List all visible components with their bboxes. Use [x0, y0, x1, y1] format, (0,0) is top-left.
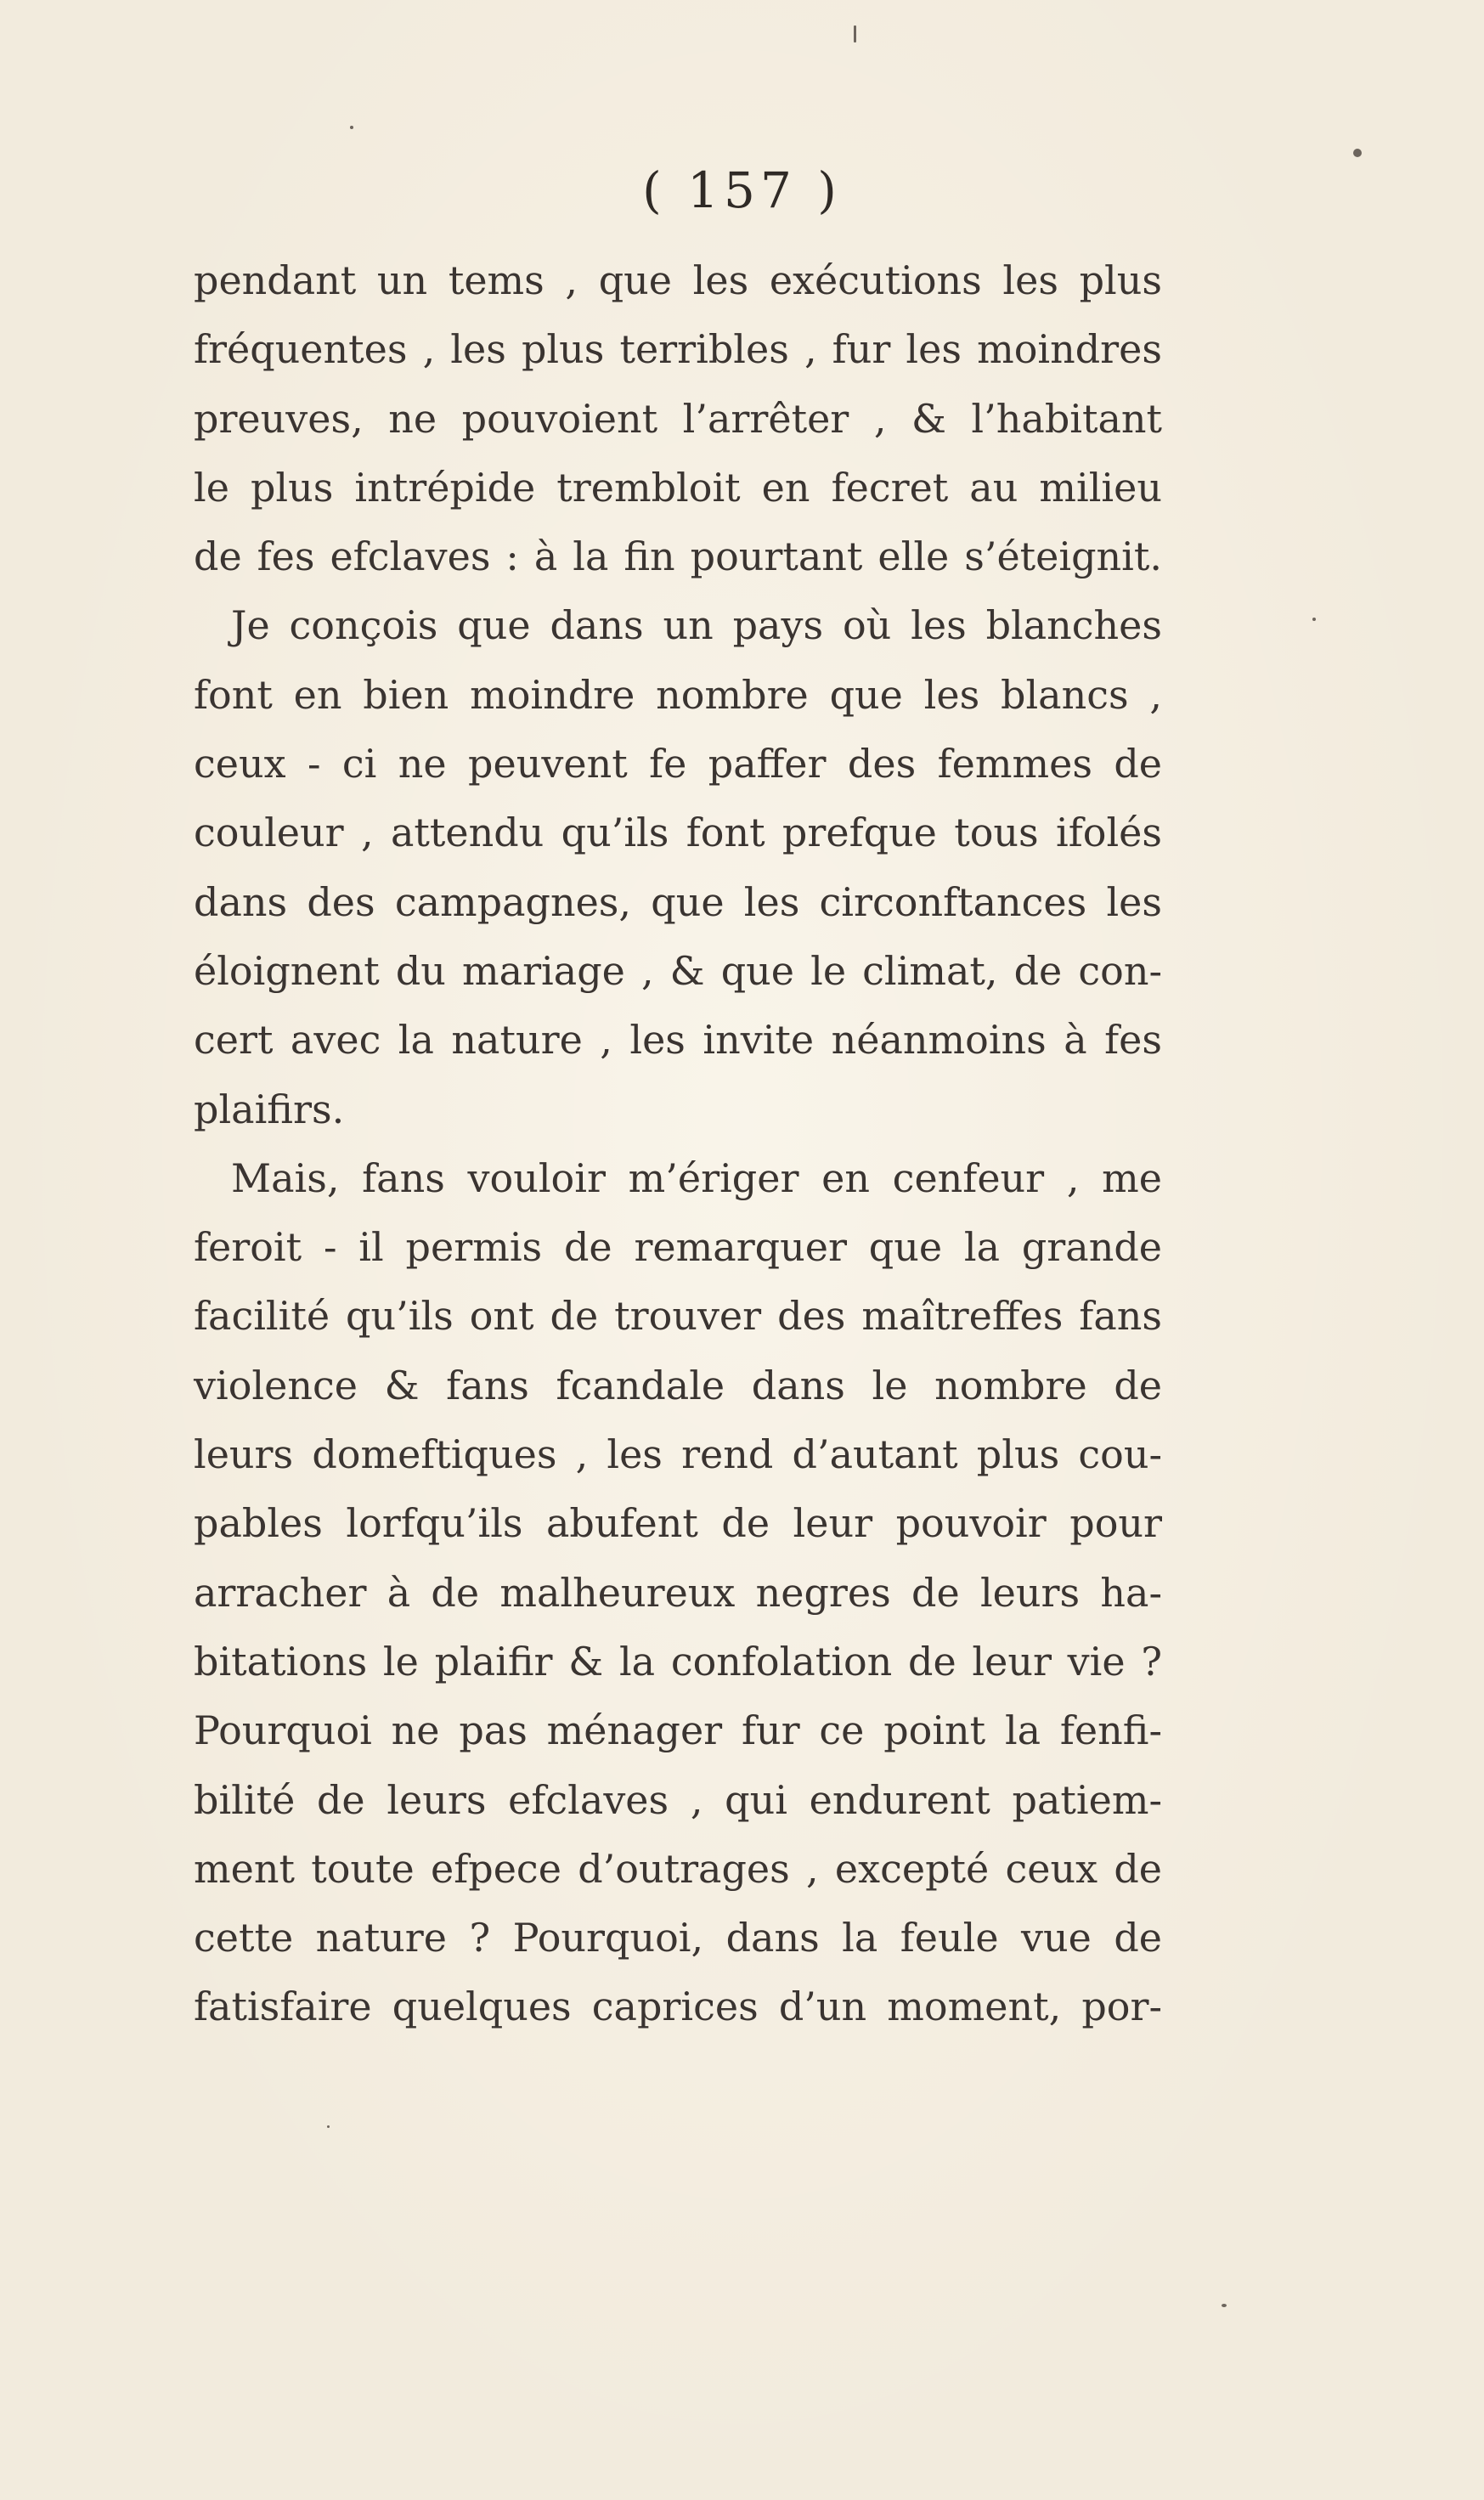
paper-speck	[1312, 618, 1316, 621]
text-line: bitations le plaifir & la confolation de leur vie ?	[194, 1638, 1162, 1685]
text-line: plaifirs.	[194, 1086, 345, 1132]
text-line: leurs domeftiques , les rend d’autant plus cou-	[194, 1431, 1162, 1478]
text-line: feroit - il permis de remarquer que la grande	[194, 1224, 1162, 1271]
text-line: de fes efclaves : à la fin pourtant elle s’éteignit.	[194, 533, 1162, 580]
text-line: arracher à de malheureux negres de leurs ha-	[194, 1569, 1162, 1616]
paper-speck	[1353, 149, 1362, 157]
text-line: pendant un tems , que les exécutions les plus	[194, 257, 1162, 303]
text-line: ceux - ci ne peuvent fe paffer des femmes de	[194, 741, 1162, 787]
text-line: dans des campagnes, que les circonftances les	[194, 878, 1162, 925]
text-line: font en bien moindre nombre que les blancs ,	[194, 671, 1162, 718]
text-line: preuves, ne pouvoient l’arrêter , & l’habitant	[194, 395, 1162, 442]
text-line: cette nature ? Pourquoi, dans la feule vue de	[194, 1915, 1162, 1961]
text-line: facilité qu’ils ont de trouver des maîtreffes fans	[194, 1293, 1162, 1340]
body-text	[194, 246, 1162, 2042]
paper-speck	[854, 25, 856, 42]
paper-speck	[327, 2125, 330, 2128]
text-line: éloignent du mariage , & que le climat, de con-	[194, 947, 1162, 994]
text-line: fatisfaire quelques caprices d’un moment, por-	[194, 1984, 1162, 2030]
paper-speck	[1222, 2304, 1227, 2307]
text-line: le plus intrépide trembloit en fecret au milieu	[194, 464, 1162, 511]
text-line: Pourquoi ne pas ménager fur ce point la fenfi-	[194, 1707, 1162, 1754]
text-line: pables lorfqu’ils abufent de leur pouvoir pour	[194, 1500, 1162, 1547]
text-line: Je conçois que dans un pays où les blanches	[231, 602, 1162, 649]
text-line: ment toute efpece d’outrages , excepté ceux de	[194, 1845, 1162, 1892]
text-line: bilité de leurs efclaves , qui endurent patiem-	[194, 1776, 1162, 1823]
text-line: cert avec la nature , les invite néanmoins à fes	[194, 1017, 1162, 1064]
paper-speck	[350, 126, 353, 129]
page-number: ( 157 )	[642, 161, 842, 219]
text-line: fréquentes , les plus terribles , fur les moindres	[194, 326, 1162, 373]
text-line: violence & fans fcandale dans le nombre de	[194, 1362, 1162, 1408]
text-line: couleur , attendu qu’ils font prefque tous ifolés	[194, 810, 1162, 856]
text-line: Mais, fans vouloir m’ériger en cenfeur , me	[231, 1154, 1162, 1201]
